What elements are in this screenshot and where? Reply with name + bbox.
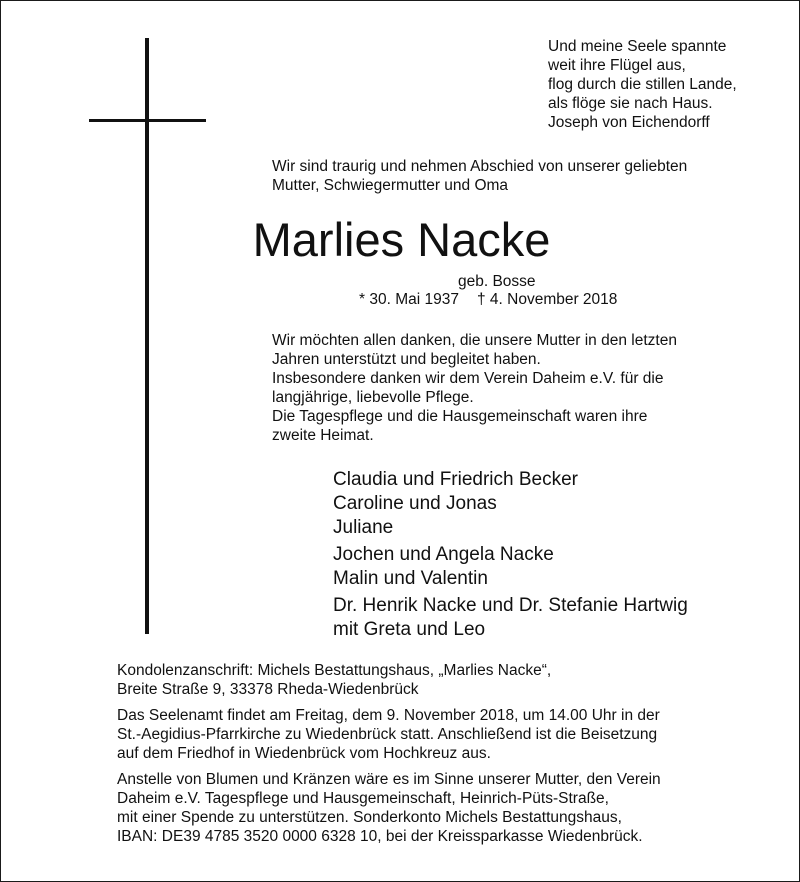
- condolence-line: Kondolenzanschrift: Michels Bestattungshaus, „Marlies Nacke“,: [117, 662, 552, 679]
- thanks-line: langjährige, liebevolle Pflege.: [272, 389, 474, 406]
- donation-line: Anstelle von Blumen und Kränzen wäre es im Sinne unserer Mutter, den Verein: [117, 771, 661, 788]
- family-group: [333, 468, 688, 540]
- family-mourners: [333, 468, 688, 642]
- service-line: auf dem Friedhof in Wiedenbrück vom Hochkreuz aus.: [117, 745, 491, 762]
- poem-line: weit ihre Flügel aus,: [548, 57, 686, 74]
- intro-line: Mutter, Schwiegermutter und Oma: [272, 177, 509, 194]
- deceased-name: Marlies Nacke: [252, 213, 551, 266]
- family-group: [333, 594, 688, 642]
- poem-author: Joseph von Eichendorff: [548, 114, 710, 131]
- thanks-line: Insbesondere danken wir dem Verein Daheim e.V. für die: [272, 370, 664, 387]
- donation-line: Daheim e.V. Tagespflege und Hausgemeinschaft, Heinrich-Püts-Straße,: [117, 790, 609, 807]
- maiden-name: geb. Bosse: [458, 273, 536, 290]
- donation-line: IBAN: DE39 4785 3520 0000 6328 10, bei der Kreissparkasse Wiedenbrück.: [117, 828, 643, 845]
- cross-vertical-bar: [145, 38, 149, 634]
- death-date: † 4. November 2018: [476, 291, 618, 308]
- poem-quote: [548, 37, 737, 132]
- family-member-line: Dr. Henrik Nacke und Dr. Stefanie Hartwig: [333, 595, 688, 616]
- family-member-line: Juliane: [333, 517, 394, 538]
- thanks-line: zweite Heimat.: [272, 427, 374, 444]
- birth-date: * 30. Mai 1937: [359, 291, 459, 308]
- cross-horizontal-bar: [89, 119, 206, 122]
- family-member-line: mit Greta und Leo: [333, 619, 486, 640]
- service-info: [117, 706, 660, 763]
- family-member-line: Caroline und Jonas: [333, 493, 497, 514]
- thanks-text: [272, 331, 677, 445]
- condolence-address: [117, 661, 551, 699]
- poem-line: flog durch die stillen Lande,: [548, 76, 737, 93]
- family-member-line: Claudia und Friedrich Becker: [333, 469, 579, 490]
- thanks-line: Wir möchten allen danken, die unsere Mutter in den letzten: [272, 332, 677, 349]
- condolence-line: Breite Straße 9, 33378 Rheda-Wiedenbrück: [117, 681, 419, 698]
- family-member-line: Malin und Valentin: [333, 568, 488, 589]
- service-line: St.-Aegidius-Pfarrkirche zu Wiedenbrück statt. Anschließend ist die Beisetzung: [117, 726, 658, 743]
- poem-line: Und meine Seele spannte: [548, 38, 727, 55]
- intro-line: Wir sind traurig und nehmen Abschied von unserer geliebten: [272, 158, 688, 175]
- life-dates: [359, 290, 617, 309]
- intro-text: [272, 157, 687, 195]
- thanks-line: Jahren unterstützt und begleitet haben.: [272, 351, 541, 368]
- donation-info: [117, 770, 661, 846]
- thanks-line: Die Tagespflege und die Hausgemeinschaft waren ihre: [272, 408, 648, 425]
- service-line: Das Seelenamt findet am Freitag, dem 9. November 2018, um 14.00 Uhr in der: [117, 707, 660, 724]
- family-group: [333, 543, 688, 591]
- donation-line: mit einer Spende zu unterstützen. Sonderkonto Michels Bestattungshaus,: [117, 809, 622, 826]
- poem-line: als flöge sie nach Haus.: [548, 95, 713, 112]
- family-member-line: Jochen und Angela Nacke: [333, 544, 554, 565]
